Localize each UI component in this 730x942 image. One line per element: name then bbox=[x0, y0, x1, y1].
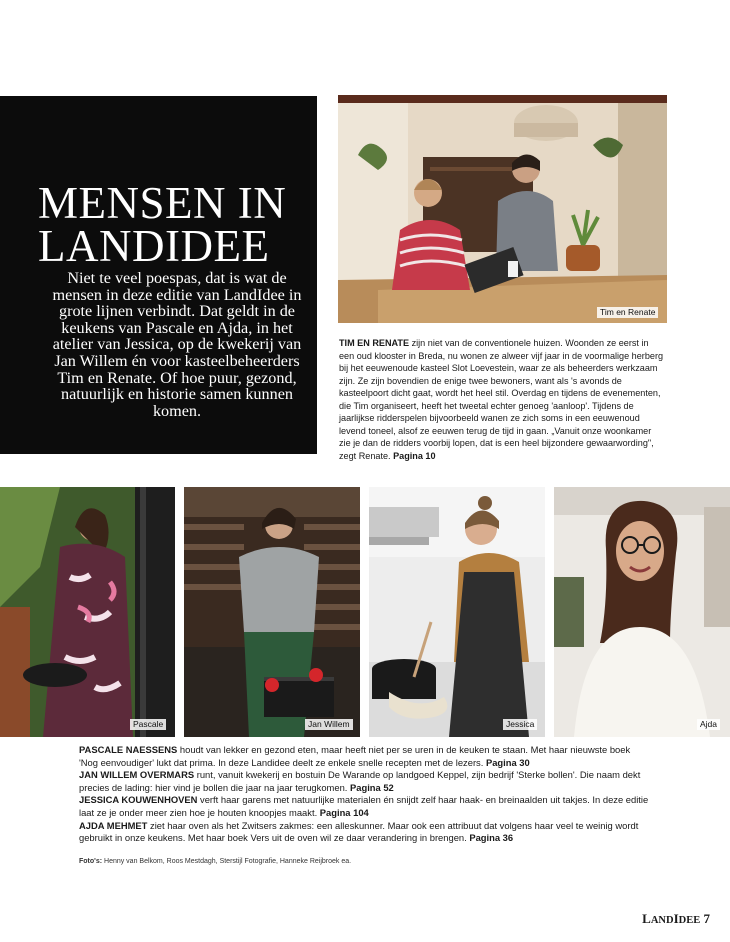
photo-pascale bbox=[0, 487, 175, 737]
bio-page: Pagina 30 bbox=[485, 756, 530, 768]
tim-renate-page: Pagina 10 bbox=[393, 450, 436, 461]
bio-text: verft haar garens met natuurlijke materialen én snijdt zelf haar haak- en breinaalden uit takjes. In deze editie laat ze je onder meer zien hoe je houten knoopjes maakt. bbox=[79, 794, 649, 818]
bio-name: JESSICA KOUWENHOVEN bbox=[79, 794, 198, 806]
bio-page: Pagina 52 bbox=[350, 781, 394, 793]
photo-tim-renate bbox=[338, 95, 667, 323]
magazine-name-l: L bbox=[642, 911, 651, 926]
bio-page: Pagina 104 bbox=[319, 806, 369, 818]
tim-renate-text bbox=[339, 337, 665, 462]
caption-ajda: Ajda bbox=[697, 719, 720, 730]
bio-text: ziet haar oven als het Zwitsers zakmes: een alleskunner. Maar ook een attribuut dat volgens haar veel te weinig wordt gebruikt in onze keukens. Met haar boek Vers uit de oven wil ze daar verandering in brengen. bbox=[79, 819, 639, 844]
caption-tim-renate: Tim en Renate bbox=[597, 307, 658, 318]
title-line-1: MENSEN IN bbox=[38, 178, 287, 228]
page-footer bbox=[642, 911, 710, 927]
bios-list bbox=[79, 744, 649, 845]
bio-jessica bbox=[79, 794, 649, 819]
bio-page: Pagina 36 bbox=[469, 832, 514, 844]
tim-renate-body: zijn niet van de conventionele huizen. Woonden ze eerst in een oud klooster in Breda, nu wonen ze alweer vijf jaar in de voormalige herberg bij het eeuwenoude kasteel Slot Loevestein, waar ze als beheerders werkzaam zijn. Ze zijn bovendien de enige twee bewoners, want als 's avonds de kasteelpoort dicht gaat, wordt het heel stil. Overdag en tijdens de evenementen, die Tim organiseert, heeft het tweetal echter genoeg 'aanloop'. Tijdens de jaarlijkse ridderspelen bijvoorbeeld wanen ze zich soms in een eeuwenoud levend toneel, alsof ze eeuwen terug de tijd in gaan. „Vanuit onze woonkamer zie je dan de ridders voorbij lopen, dat is een heel bijzondere gewaarwording", zegt Renate. bbox=[339, 338, 664, 461]
photo-jessica bbox=[369, 487, 545, 737]
magazine-name-i: I bbox=[673, 911, 679, 926]
photo-credits bbox=[79, 858, 351, 865]
intro-text: Niet te veel poespas, dat is wat de mensen in deze editie van LandIdee in grote lijnen verbindt. Dat geldt in de keukens van Pascale en Ajda, in het atelier van Jessica, op de kwekerij van Jan Willem én voor kasteelbeheerders Tim en Renate. Of hoe puur, gezond, natuurlijk en historie samen kunnen komen. bbox=[52, 269, 302, 420]
credits-text: Henny van Belkom, Roos Mestdagh, Sterstijl Fotografie, Hanneke Reijbroek ea. bbox=[102, 858, 352, 865]
bio-jan-willem bbox=[79, 769, 649, 794]
magazine-name bbox=[642, 911, 700, 926]
bio-ajda bbox=[79, 820, 649, 845]
photo-ajda bbox=[554, 487, 730, 737]
bio-name: PASCALE NAESSENS bbox=[79, 744, 178, 755]
caption-jessica: Jessica bbox=[503, 719, 537, 730]
title-line-2: LANDIDEE bbox=[38, 221, 270, 271]
bio-text: houdt van lekker en gezond eten, maar heeft niet per se uren in de keuken te staan. Met haar nieuwste boek 'Nog eenvoudiger' lukt dat prima. In deze Landidee deelt ze enkele snelle recepten met de lezers. bbox=[79, 744, 631, 768]
intro-panel bbox=[0, 96, 317, 454]
page-title bbox=[38, 178, 308, 271]
caption-pascale: Pascale bbox=[130, 719, 166, 730]
bio-name: JAN WILLEM OVERMARS bbox=[79, 769, 195, 781]
photo-jan-willem bbox=[184, 487, 360, 737]
magazine-name-dee: DEE bbox=[678, 915, 701, 926]
tim-renate-name: TIM EN RENATE bbox=[339, 338, 410, 348]
page-number: 7 bbox=[703, 911, 710, 926]
credits-label: Foto's: bbox=[79, 858, 103, 865]
caption-jan-willem: Jan Willem bbox=[305, 719, 353, 730]
bio-pascale bbox=[79, 744, 649, 769]
bio-text: runt, vanuit kwekerij en bostuin De Warande op landgoed Keppel, zijn bedrijf 'Sterke bollen'. Die naam dekt precies de lading: hier vind je bollen die jaar na jaar terugkomen. bbox=[79, 769, 641, 793]
bio-name: AJDA MEHMET bbox=[79, 819, 148, 831]
magazine-name-and: AND bbox=[650, 915, 674, 926]
